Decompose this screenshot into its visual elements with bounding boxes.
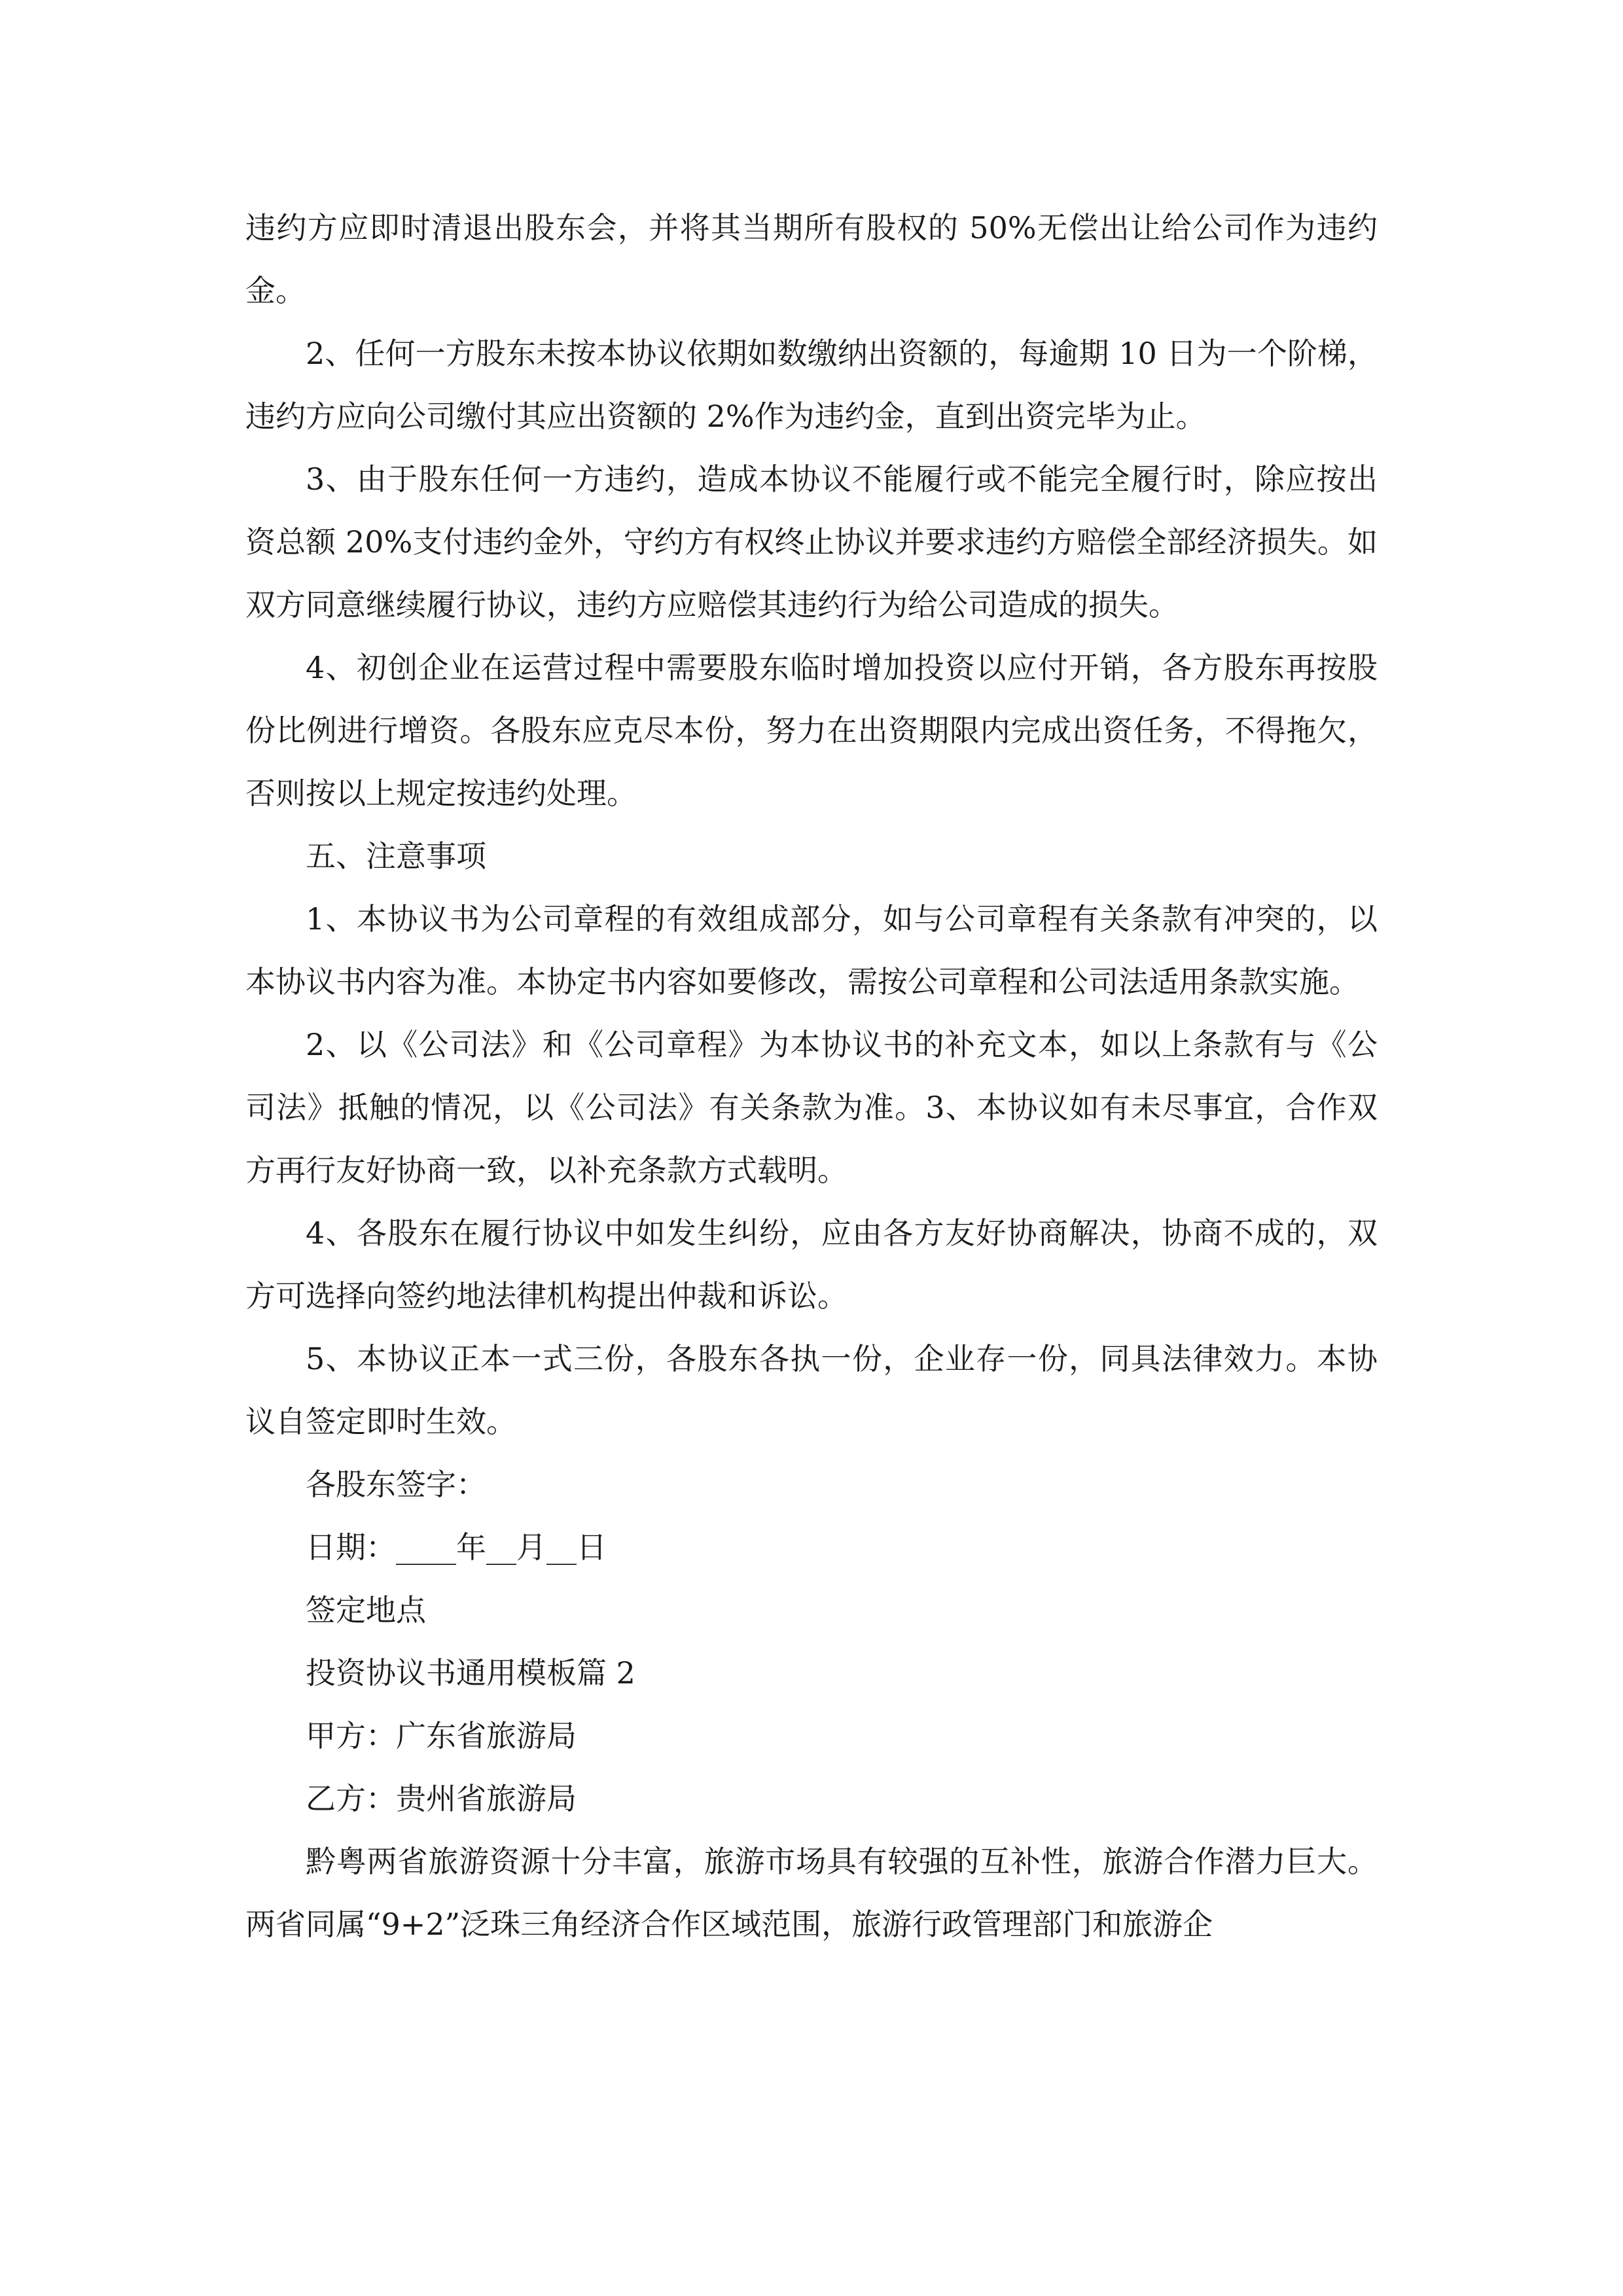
signature-line: 各股东签字： xyxy=(306,1467,486,1502)
party-b-line: 乙方：贵州省旅游局 xyxy=(306,1781,577,1816)
paragraph-clause-3-breach: 3、由于股东任何一方违约，造成本协议不能履行或不能完全履行时，除应按出资总额 20%支付违约金外，守约方有权终止协议并要求违约方赔偿全部经济损失。如双方同意继续履行协议，违约方应赔偿其违约行为给公司造成的损失。 xyxy=(245,461,1378,622)
party-a-line: 甲方：广东省旅游局 xyxy=(306,1718,577,1753)
paragraph-note-2-3: 2、以《公司法》和《公司章程》为本协议书的补充文本，如以上条款有与《公司法》抵触的情况，以《公司法》有关条款为准。3、本协议如有未尽事宜，合作双方再行友好协商一致，以补充条款方式载明。 xyxy=(245,1027,1378,1188)
paragraph-note-5: 5、本协议正本一式三份，各股东各执一份，企业存一份，同具法律效力。本协议自签定即时生效。 xyxy=(245,1341,1378,1439)
signing-place-line: 签定地点 xyxy=(306,1592,426,1628)
date-line: 日期：____年__月__日 xyxy=(306,1530,607,1565)
document-body xyxy=(245,196,1378,1956)
template-title-2: 投资协议书通用模板篇 2 xyxy=(306,1655,635,1691)
paragraph-breach-continuation: 违约方应即时清退出股东会，并将其当期所有股权的 50%无偿出让给公司作为违约金。 xyxy=(245,210,1378,308)
paragraph-clause-4-capital-increase: 4、初创企业在运营过程中需要股东临时增加投资以应付开销，各方股东再按股份比例进行增资。各股东应克尽本份，努力在出资期限内完成出资任务，不得拖欠，否则按以上规定按违约处理。 xyxy=(245,650,1378,811)
section-heading-notes: 五、注意事项 xyxy=(306,838,486,874)
paragraph-note-4: 4、各股东在履行协议中如发生纠纷，应由各方友好协商解决，协商不成的，双方可选择向签约地法律机构提出仲裁和诉讼。 xyxy=(245,1215,1378,1314)
paragraph-clause-2-late-payment: 2、任何一方股东未按本协议依期如数缴纳出资额的，每逾期 10 日为一个阶梯，违约方应向公司缴付其应出资额的 2%作为违约金，直到出资完毕为止。 xyxy=(245,336,1378,434)
paragraph-note-1: 1、本协议书为公司章程的有效组成部分，如与公司章程有关条款有冲突的，以本协议书内容为准。本协定书内容如要修改，需按公司章程和公司法适用条款实施。 xyxy=(245,901,1378,999)
paragraph-cooperation-background: 黔粤两省旅游资源十分丰富，旅游市场具有较强的互补性，旅游合作潜力巨大。两省同属“9+2”泛珠三角经济合作区域范围，旅游行政管理部门和旅游企 xyxy=(245,1844,1378,1942)
